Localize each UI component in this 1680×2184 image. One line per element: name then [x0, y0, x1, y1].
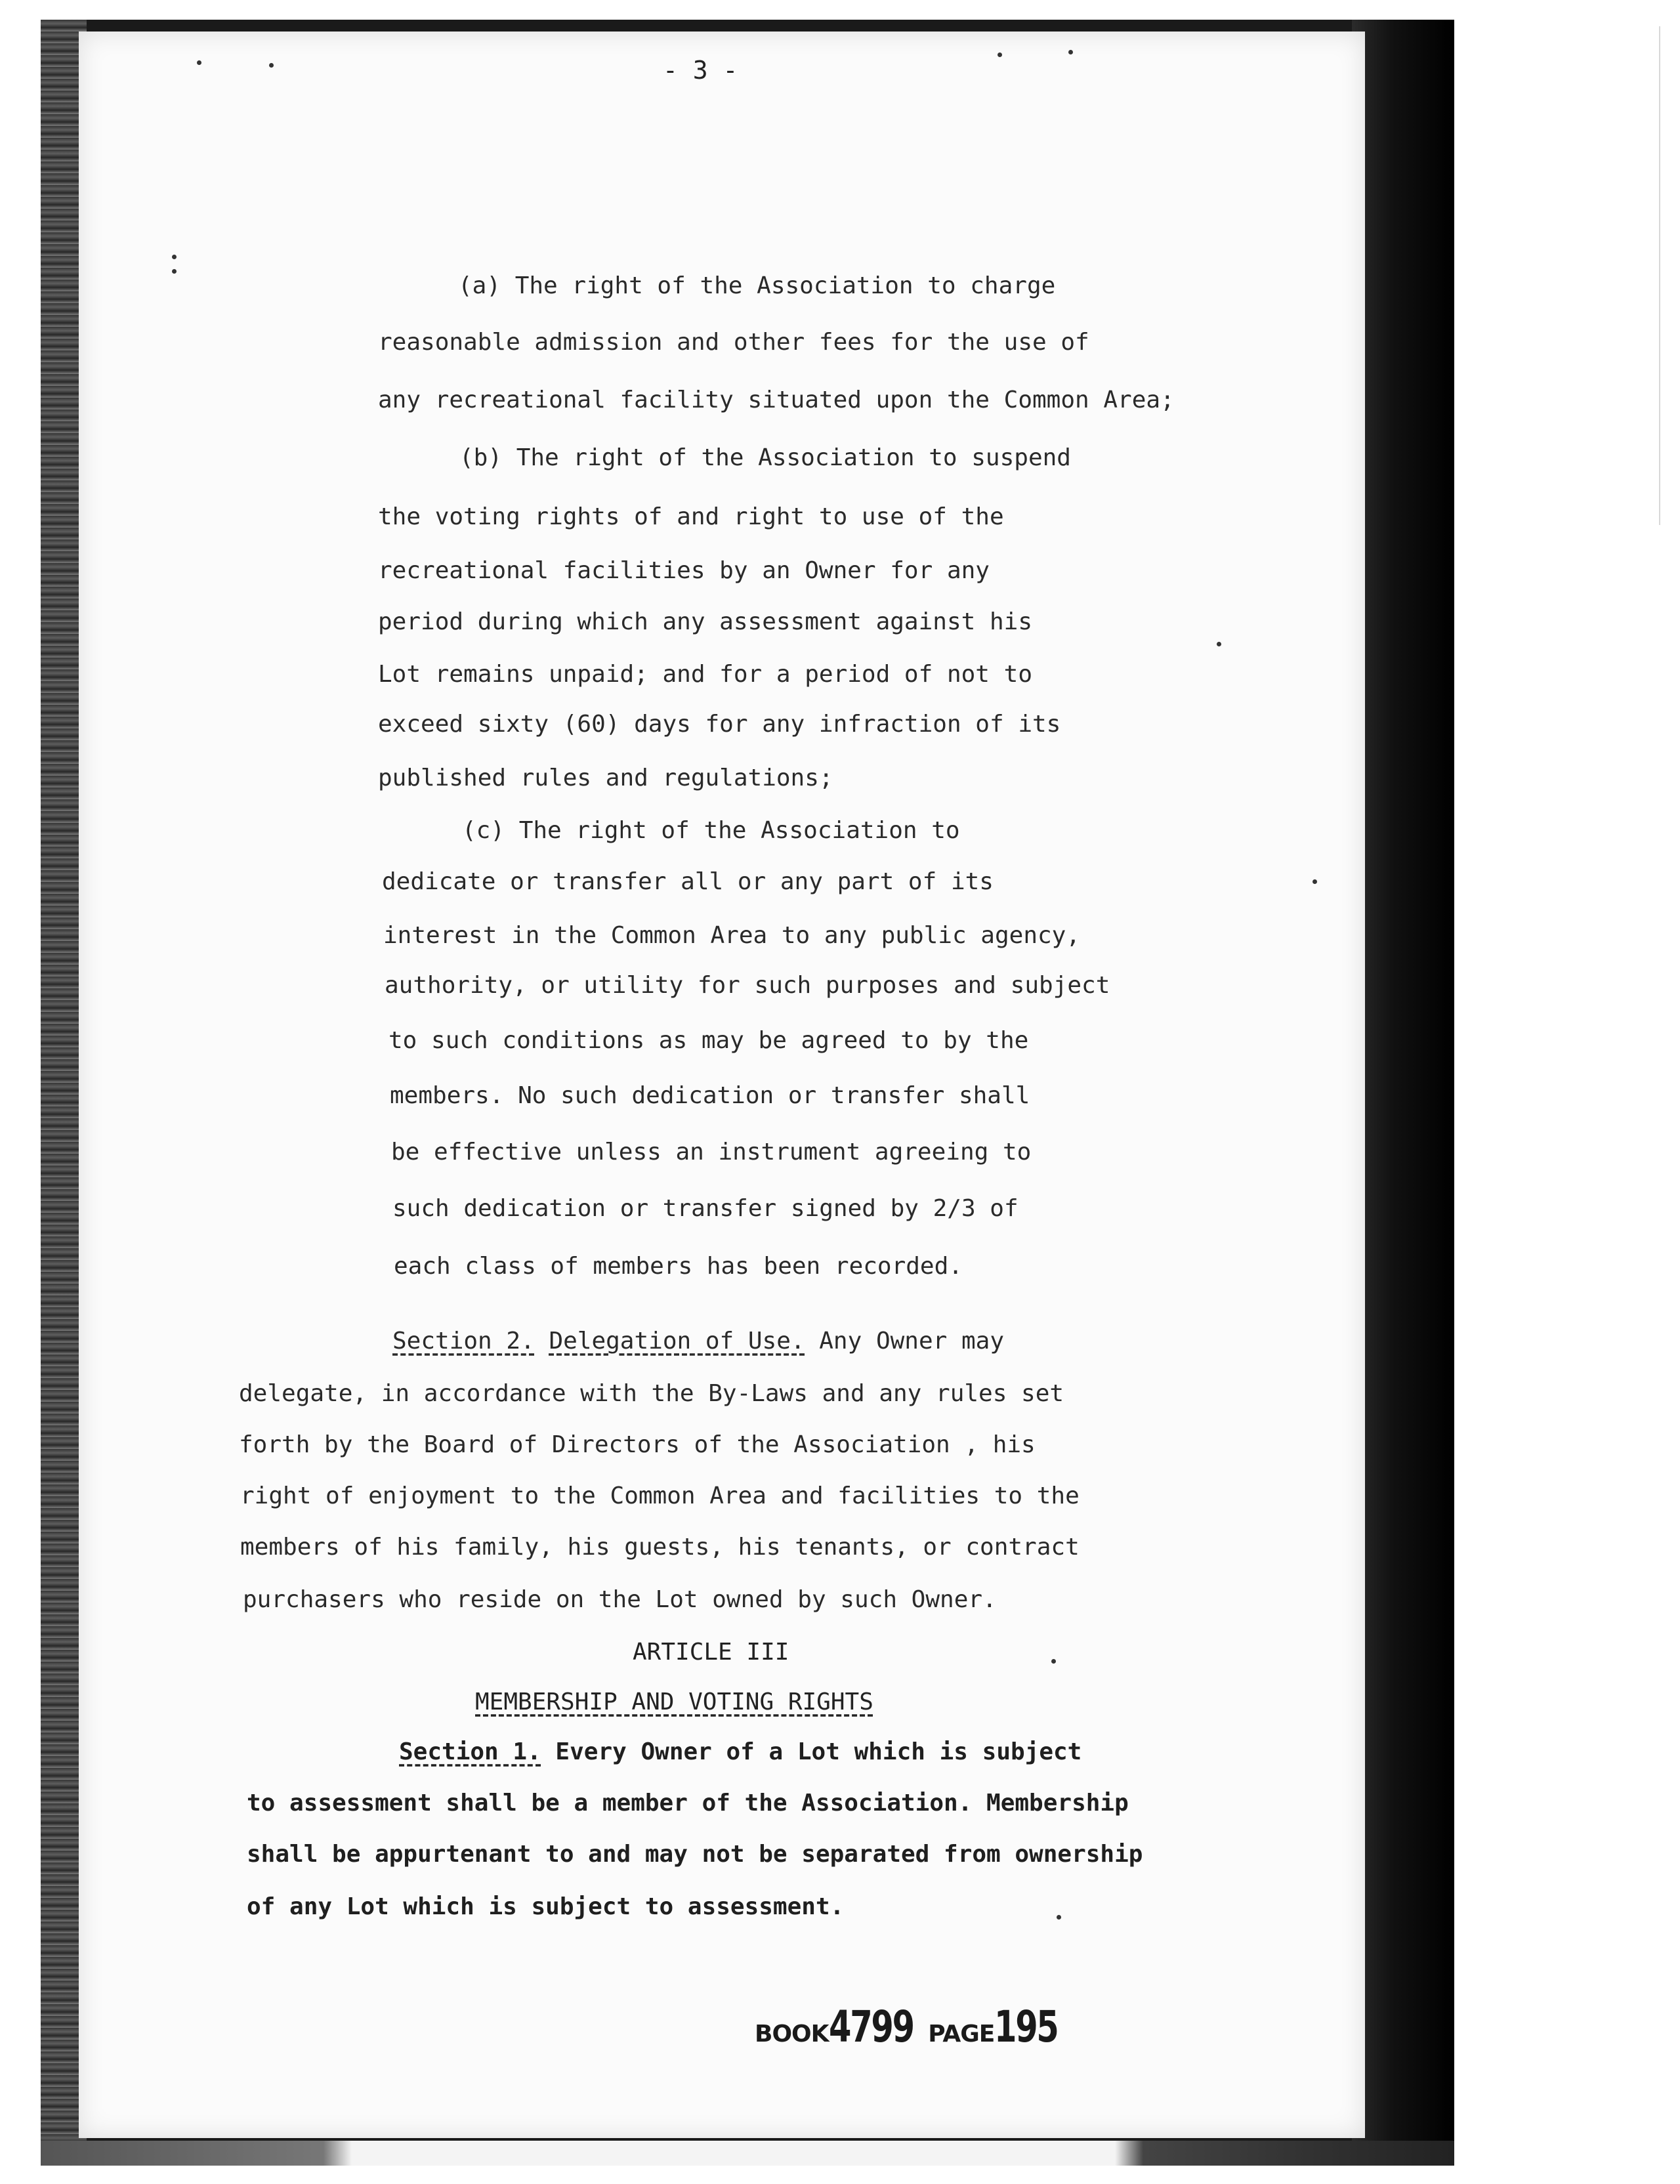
para-c-line-2: dedicate or transfer all or any part of its — [382, 868, 994, 895]
section-2-first-line — [392, 1330, 1004, 1353]
section-1-first-line — [399, 1740, 1082, 1764]
para-b-line-4: period during which any assessment against his — [378, 608, 1032, 635]
section-1-line-2: to assessment shall be a member of the Association. Membership — [247, 1790, 1129, 1816]
speck — [998, 52, 1002, 57]
para-c-line-6: members. No such dedication or transfer shall — [390, 1082, 1030, 1109]
section-2-first-line-rest: Any Owner may — [805, 1328, 1005, 1354]
section-2-line-4: right of enjoyment to the Common Area and facilities to the — [240, 1482, 1080, 1509]
section-1-first-line-rest: Every Owner of a Lot which is subject — [541, 1738, 1082, 1765]
para-c-line-3: interest in the Common Area to any public agency, — [383, 922, 1081, 949]
speck — [197, 60, 201, 65]
speck — [172, 269, 177, 274]
scan-right-edge — [1352, 20, 1454, 2166]
page-number: - 3 - — [663, 56, 738, 85]
para-a-line-3: any recreational facility situated upon the Common Area; — [378, 387, 1175, 413]
book-page-stamp — [755, 2002, 1079, 2052]
section-2-line-6: purchasers who reside on the Lot owned by such Owner. — [243, 1586, 997, 1613]
para-b-line-1: (b) The right of the Association to suspend — [459, 444, 1071, 471]
speck — [1312, 879, 1317, 884]
para-c-line-4: authority, or utility for such purposes and subject — [385, 972, 1110, 999]
article-title: MEMBERSHIP AND VOTING RIGHTS — [475, 1689, 873, 1715]
para-a-line-2: reasonable admission and other fees for the use of — [378, 329, 1089, 356]
section-2-title: Delegation of Use. — [549, 1328, 805, 1354]
para-b-line-7: published rules and regulations; — [378, 765, 833, 791]
para-b-line-2: the voting rights of and right to use of the — [378, 503, 1004, 530]
section-2-line-2: delegate, in accordance with the By-Laws and any rules set — [239, 1380, 1064, 1407]
para-b-line-5: Lot remains unpaid; and for a period of not to — [378, 661, 1032, 688]
speck — [1057, 1915, 1061, 1920]
margin-line — [1659, 26, 1660, 525]
article-number: ARTICLE III — [633, 1639, 789, 1666]
scan-bottom-edge — [41, 2141, 1454, 2166]
para-c-line-8: such dedication or transfer signed by 2/3 of — [392, 1195, 1018, 1222]
page-number-stamp: 195 — [994, 2002, 1058, 2052]
para-a-line-1: (a) The right of the Association to charge — [458, 272, 1056, 299]
book-label: BOOK — [755, 2021, 829, 2048]
para-c-line-1: (c) The right of the Association to — [462, 817, 960, 844]
page-label: PAGE — [928, 2021, 995, 2048]
speck — [172, 255, 177, 259]
section-2-line-5: members of his family, his guests, his tenants, or contract — [240, 1534, 1080, 1561]
section-1-line-4: of any Lot which is subject to assessment. — [247, 1893, 845, 1920]
section-1-label: Section 1. — [399, 1738, 541, 1765]
speck — [269, 63, 274, 68]
para-c-line-9: each class of members has been recorded. — [394, 1253, 963, 1280]
section-1-line-3: shall be appurtenant to and may not be separated from ownership — [247, 1841, 1143, 1868]
speck — [1217, 642, 1221, 646]
para-c-line-5: to such conditions as may be agreed to by the — [388, 1027, 1029, 1054]
book-number: 4799 — [828, 2002, 914, 2052]
para-b-line-6: exceed sixty (60) days for any infraction of its — [378, 711, 1061, 738]
section-2-label: Section 2. — [392, 1328, 535, 1354]
section-2-line-3: forth by the Board of Directors of the Association , his — [239, 1431, 1036, 1458]
speck — [1068, 50, 1073, 54]
speck — [1051, 1659, 1056, 1664]
para-b-line-3: recreational facilities by an Owner for any — [378, 557, 990, 584]
para-c-line-7: be effective unless an instrument agreeing to — [391, 1139, 1032, 1166]
